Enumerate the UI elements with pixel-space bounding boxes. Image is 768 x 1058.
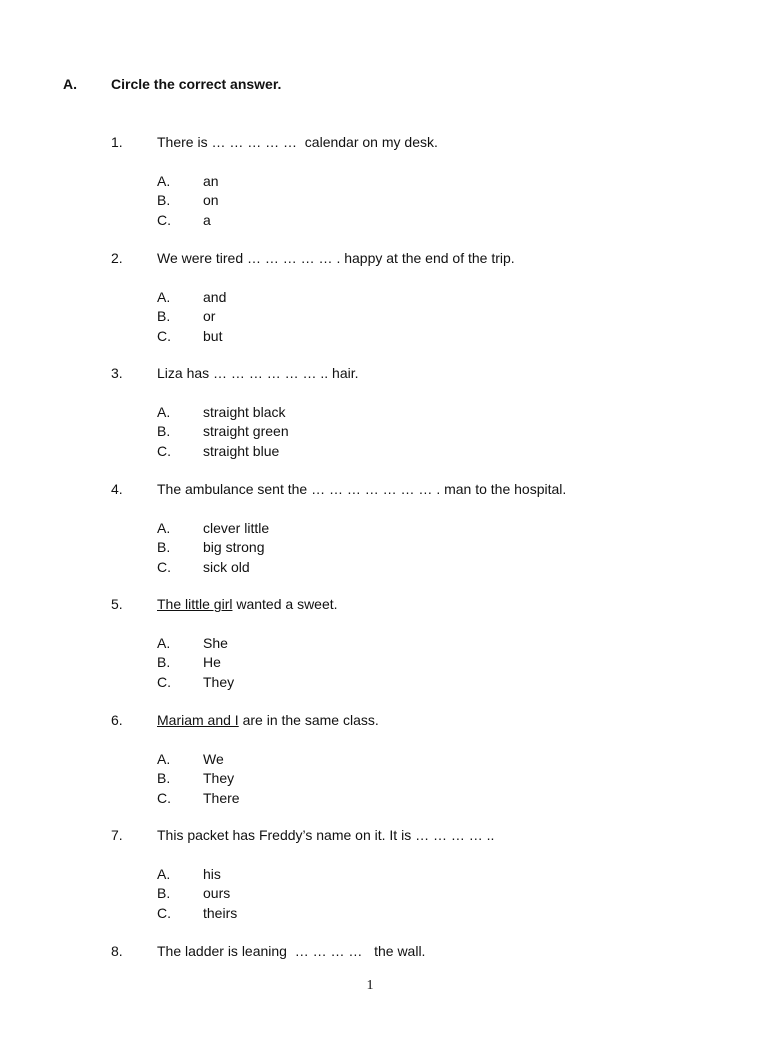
option-letter: B. (157, 423, 170, 439)
option-text: sick old (203, 559, 250, 575)
question-text-before: The ambulance sent the … … … … … … … . man to the hospital. (157, 481, 566, 497)
option-text: his (203, 866, 221, 882)
question-4 (0, 481, 768, 597)
option-text: They (203, 674, 234, 690)
option-a[interactable] (157, 289, 457, 308)
question-list (0, 134, 768, 1058)
option-letter: C. (157, 905, 171, 921)
section-letter: A. (63, 76, 77, 92)
page-number: 1 (0, 978, 740, 994)
option-text: theirs (203, 905, 237, 921)
question-8 (0, 943, 768, 1058)
option-text: big strong (203, 539, 264, 555)
option-letter: A. (157, 866, 170, 882)
option-c[interactable] (157, 212, 457, 231)
option-b[interactable] (157, 885, 457, 904)
question-number: 3. (111, 365, 123, 381)
question-5 (0, 596, 768, 712)
question-text (157, 827, 494, 843)
question-text-underlined: Mariam and I (157, 712, 239, 728)
option-text: but (203, 328, 222, 344)
question-number: 7. (111, 827, 123, 843)
option-letter: C. (157, 790, 171, 806)
question-text (157, 596, 338, 612)
question-text-before: The ladder is leaning … … … … the wall. (157, 943, 425, 959)
option-b[interactable] (157, 654, 457, 673)
option-a[interactable] (157, 520, 457, 539)
option-text: or (203, 308, 215, 324)
option-text: They (203, 770, 234, 786)
option-letter: B. (157, 885, 170, 901)
option-letter: C. (157, 212, 171, 228)
question-number: 2. (111, 250, 123, 266)
option-c[interactable] (157, 328, 457, 347)
option-c[interactable] (157, 443, 457, 462)
option-c[interactable] (157, 559, 457, 578)
option-letter: B. (157, 308, 170, 324)
option-text: straight blue (203, 443, 279, 459)
option-text: on (203, 192, 219, 208)
option-letter: B. (157, 770, 170, 786)
question-text (157, 134, 438, 150)
option-text: straight black (203, 404, 285, 420)
question-7 (0, 827, 768, 943)
option-text: clever little (203, 520, 269, 536)
question-text-before: This packet has Freddy’s name on it. It is … … … … .. (157, 827, 494, 843)
option-letter: A. (157, 751, 170, 767)
option-text: ours (203, 885, 230, 901)
question-text-underlined: The little girl (157, 596, 232, 612)
option-letter: C. (157, 443, 171, 459)
option-text: She (203, 635, 228, 651)
option-b[interactable] (157, 308, 457, 327)
option-letter: A. (157, 404, 170, 420)
option-letter: A. (157, 520, 170, 536)
option-c[interactable] (157, 674, 457, 693)
option-a[interactable] (157, 866, 457, 885)
option-text: There (203, 790, 240, 806)
option-letter: C. (157, 328, 171, 344)
option-letter: A. (157, 173, 170, 189)
option-text: He (203, 654, 221, 670)
option-letter: C. (157, 674, 171, 690)
question-number: 1. (111, 134, 123, 150)
question-text-before: There is … … … … … calendar on my desk. (157, 134, 438, 150)
question-text (157, 481, 566, 497)
question-text-before: Liza has … … … … … … .. hair. (157, 365, 359, 381)
option-text: and (203, 289, 226, 305)
option-a[interactable] (157, 404, 457, 423)
option-text: an (203, 173, 219, 189)
question-3 (0, 365, 768, 481)
question-number: 5. (111, 596, 123, 612)
question-text (157, 943, 425, 959)
option-c[interactable] (157, 905, 457, 924)
option-letter: A. (157, 289, 170, 305)
option-a[interactable] (157, 635, 457, 654)
option-text: straight green (203, 423, 289, 439)
option-b[interactable] (157, 539, 457, 558)
question-2 (0, 250, 768, 366)
option-b[interactable] (157, 192, 457, 211)
question-text-after: wanted a sweet. (232, 596, 337, 612)
option-b[interactable] (157, 770, 457, 789)
option-letter: B. (157, 192, 170, 208)
question-6 (0, 712, 768, 828)
option-letter: B. (157, 654, 170, 670)
question-text (157, 712, 379, 728)
question-text-after: are in the same class. (239, 712, 379, 728)
question-text (157, 365, 359, 381)
option-letter: B. (157, 539, 170, 555)
option-letter: C. (157, 559, 171, 575)
question-1 (0, 134, 768, 250)
question-number: 6. (111, 712, 123, 728)
question-text (157, 250, 515, 266)
question-number: 4. (111, 481, 123, 497)
section-instruction: Circle the correct answer. (111, 76, 281, 92)
option-c[interactable] (157, 790, 457, 809)
question-number: 8. (111, 943, 123, 959)
option-text: a (203, 212, 211, 228)
option-a[interactable] (157, 173, 457, 192)
option-b[interactable] (157, 423, 457, 442)
option-letter: A. (157, 635, 170, 651)
question-text-before: We were tired … … … … … . happy at the end of the trip. (157, 250, 515, 266)
option-a[interactable] (157, 751, 457, 770)
option-text: We (203, 751, 224, 767)
